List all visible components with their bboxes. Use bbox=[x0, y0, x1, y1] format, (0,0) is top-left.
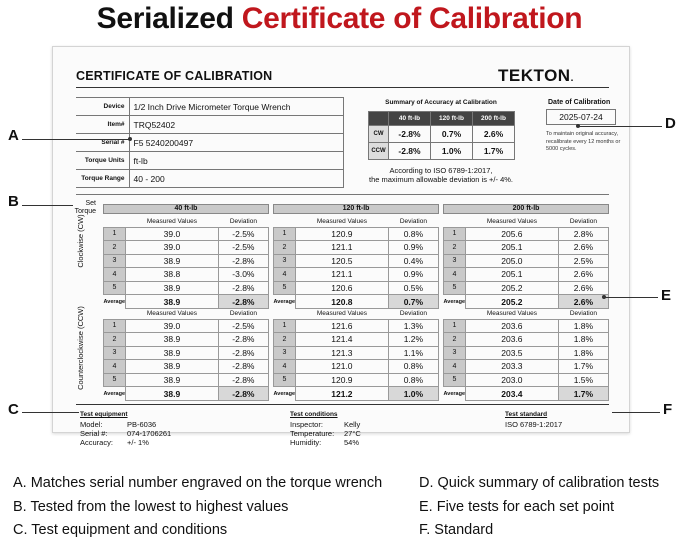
reading-row: 1 205.6 2.8% bbox=[444, 227, 609, 241]
readings-cw-1: Measured Values Deviation 1 120.9 0.8% 2 121.1 0.9% 3 120.5 0.4% 4 121.1 0.9% 5 120.6 0.5% Average 120.8 0.7% bbox=[273, 217, 439, 309]
footer-divider bbox=[76, 404, 609, 405]
section-divider bbox=[76, 194, 609, 195]
legend-c: C. Test equipment and conditions bbox=[13, 522, 228, 538]
test-standard: Test standard ISO 6789-1:2017 bbox=[505, 411, 563, 429]
test-conditions: Test conditions Inspector: Kelly Temperature: 27°C Humidity: 54% bbox=[290, 411, 361, 447]
reading-row: 5 205.2 2.6% bbox=[444, 281, 609, 295]
callout-e-line bbox=[604, 297, 658, 298]
reading-row: 2 205.1 2.6% bbox=[444, 241, 609, 255]
reading-row: 2 39.0 -2.5% bbox=[104, 241, 269, 255]
callout-a-dot bbox=[128, 137, 132, 141]
reading-row: 4 205.1 2.6% bbox=[444, 268, 609, 282]
reading-row: 5 120.9 0.8% bbox=[274, 373, 439, 387]
reading-row: 3 120.5 0.4% bbox=[274, 254, 439, 268]
summary-table: 40 ft-lb 120 ft-lb 200 ft-lb CW -2.8% 0.7% 2.6% CCW -2.8% 1.0% 1.7% bbox=[368, 111, 515, 160]
cw-label: Clockwise (CW) bbox=[76, 214, 85, 268]
callout-e: E bbox=[661, 287, 672, 304]
readings-ccw-2: Measured Values Deviation 1 203.6 1.8% 2 203.6 1.8% 3 203.5 1.8% 4 203.3 1.7% 5 203.0 1.5% Average 203.4 1.7% bbox=[443, 309, 609, 401]
average-row: Average 38.9 -2.8% bbox=[104, 387, 269, 401]
callout-a: A bbox=[8, 127, 19, 144]
summary-heading: Summary of Accuracy at Calibration bbox=[385, 99, 497, 106]
test-equipment: Test equipment Model: PB-6036 Serial #: 074-1706261 Accuracy: +/- 1% bbox=[80, 411, 172, 447]
certificate-title: CERTIFICATE OF CALIBRATION bbox=[76, 69, 273, 83]
reading-row: 4 38.8 -3.0% bbox=[104, 268, 269, 282]
average-row: Average 120.8 0.7% bbox=[274, 295, 439, 309]
calibration-date: 2025-07-24 bbox=[546, 109, 616, 125]
callout-d-line bbox=[578, 126, 662, 127]
reading-row: 3 203.5 1.8% bbox=[444, 346, 609, 360]
readings-ccw-1: Measured Values Deviation 1 121.6 1.3% 2 121.4 1.2% 3 121.3 1.1% 4 121.0 0.8% 5 120.9 0.8% Average 121.2 1.0% bbox=[273, 309, 439, 401]
callout-d-dot bbox=[576, 124, 580, 128]
average-row: Average 121.2 1.0% bbox=[274, 387, 439, 401]
reading-row: 3 38.9 -2.8% bbox=[104, 346, 269, 360]
reading-row: 1 203.6 1.8% bbox=[444, 319, 609, 333]
callout-e-dot bbox=[602, 295, 606, 299]
reading-row: 3 205.0 2.5% bbox=[444, 254, 609, 268]
reading-row: 5 38.9 -2.8% bbox=[104, 373, 269, 387]
callout-f: F bbox=[663, 401, 673, 418]
setpoint-120-bar: 120 ft-lb bbox=[273, 204, 439, 214]
set-torque-label: Set Torque bbox=[74, 200, 96, 215]
average-row: Average 205.2 2.6% bbox=[444, 295, 609, 309]
reading-row: 1 39.0 -2.5% bbox=[104, 319, 269, 333]
item-row: Item# TRQ52402 bbox=[76, 116, 343, 134]
readings-cw-0: Measured Values Deviation 1 39.0 -2.5% 2 39.0 -2.5% 3 38.9 -2.8% 4 38.8 -3.0% 5 38.9 -2.8% Average 38.9 -2.8% bbox=[103, 217, 269, 309]
callout-a-line bbox=[22, 139, 130, 140]
headline-black: Serialized bbox=[96, 2, 242, 35]
reading-row: 1 120.9 0.8% bbox=[274, 227, 439, 241]
setpoint-200-bar: 200 ft-lb bbox=[443, 204, 609, 214]
device-row: Device 1/2 Inch Drive Micrometer Torque Wrench bbox=[76, 98, 343, 116]
reading-row: 2 121.1 0.9% bbox=[274, 241, 439, 255]
recalibration-note: To maintain original accuracy, recalibrate every 12 months or 5000 cycles. bbox=[546, 131, 621, 152]
callout-b-line bbox=[22, 205, 73, 206]
reading-row: 3 38.9 -2.8% bbox=[104, 254, 269, 268]
reading-row: 2 203.6 1.8% bbox=[444, 333, 609, 347]
headline-red: Certificate of Calibration bbox=[241, 2, 583, 35]
reading-row: 5 203.0 1.5% bbox=[444, 373, 609, 387]
legend-b: B. Tested from the lowest to highest values bbox=[13, 499, 289, 515]
reading-row: 4 203.3 1.7% bbox=[444, 360, 609, 374]
average-row: Average 38.9 -2.8% bbox=[104, 295, 269, 309]
serial-row: Serial # F5 5240200497 bbox=[76, 134, 343, 152]
callout-c: C bbox=[8, 401, 19, 418]
page-headline bbox=[0, 2, 679, 36]
reading-row: 2 38.9 -2.8% bbox=[104, 333, 269, 347]
legend-e: E. Five tests for each set point bbox=[419, 499, 615, 515]
legend-d: D. Quick summary of calibration tests bbox=[419, 475, 660, 491]
reading-row: 3 121.3 1.1% bbox=[274, 346, 439, 360]
summary-note: According to ISO 6789-1:2017, the maximum allowable deviation is +/- 4%. bbox=[368, 166, 514, 184]
torque-range-row: Torque Range 40 - 200 bbox=[76, 170, 343, 188]
date-heading: Date of Calibration bbox=[548, 99, 611, 106]
reading-row: 1 39.0 -2.5% bbox=[104, 227, 269, 241]
callout-f-line bbox=[612, 412, 660, 413]
reading-row: 5 38.9 -2.8% bbox=[104, 281, 269, 295]
reading-row: 1 121.6 1.3% bbox=[274, 319, 439, 333]
reading-row: 4 121.1 0.9% bbox=[274, 268, 439, 282]
title-divider bbox=[76, 87, 609, 88]
legend-f: F. Standard bbox=[419, 522, 494, 538]
readings-cw-2: Measured Values Deviation 1 205.6 2.8% 2 205.1 2.6% 3 205.0 2.5% 4 205.1 2.6% 5 205.2 2.6% Average 205.2 2.6% bbox=[443, 217, 609, 309]
ccw-label: Counterclockwise (CCW) bbox=[76, 306, 85, 390]
setpoint-40-bar: 40 ft-lb bbox=[103, 204, 269, 214]
brand-logo: TEKTON. bbox=[498, 66, 574, 85]
device-info-table bbox=[76, 97, 344, 188]
callout-c-line bbox=[22, 412, 79, 413]
callout-b: B bbox=[8, 193, 19, 210]
torque-units-row: Torque Units ft-lb bbox=[76, 152, 343, 170]
legend-a: A. Matches serial number engraved on the torque wrench bbox=[13, 475, 383, 491]
reading-row: 2 121.4 1.2% bbox=[274, 333, 439, 347]
callout-d: D bbox=[665, 115, 676, 132]
average-row: Average 203.4 1.7% bbox=[444, 387, 609, 401]
readings-ccw-0: Measured Values Deviation 1 39.0 -2.5% 2 38.9 -2.8% 3 38.9 -2.8% 4 38.9 -2.8% 5 38.9 -2.8% Average 38.9 -2.8% bbox=[103, 309, 269, 401]
certificate-card bbox=[52, 46, 630, 447]
reading-row: 4 121.0 0.8% bbox=[274, 360, 439, 374]
reading-row: 5 120.6 0.5% bbox=[274, 281, 439, 295]
reading-row: 4 38.9 -2.8% bbox=[104, 360, 269, 374]
